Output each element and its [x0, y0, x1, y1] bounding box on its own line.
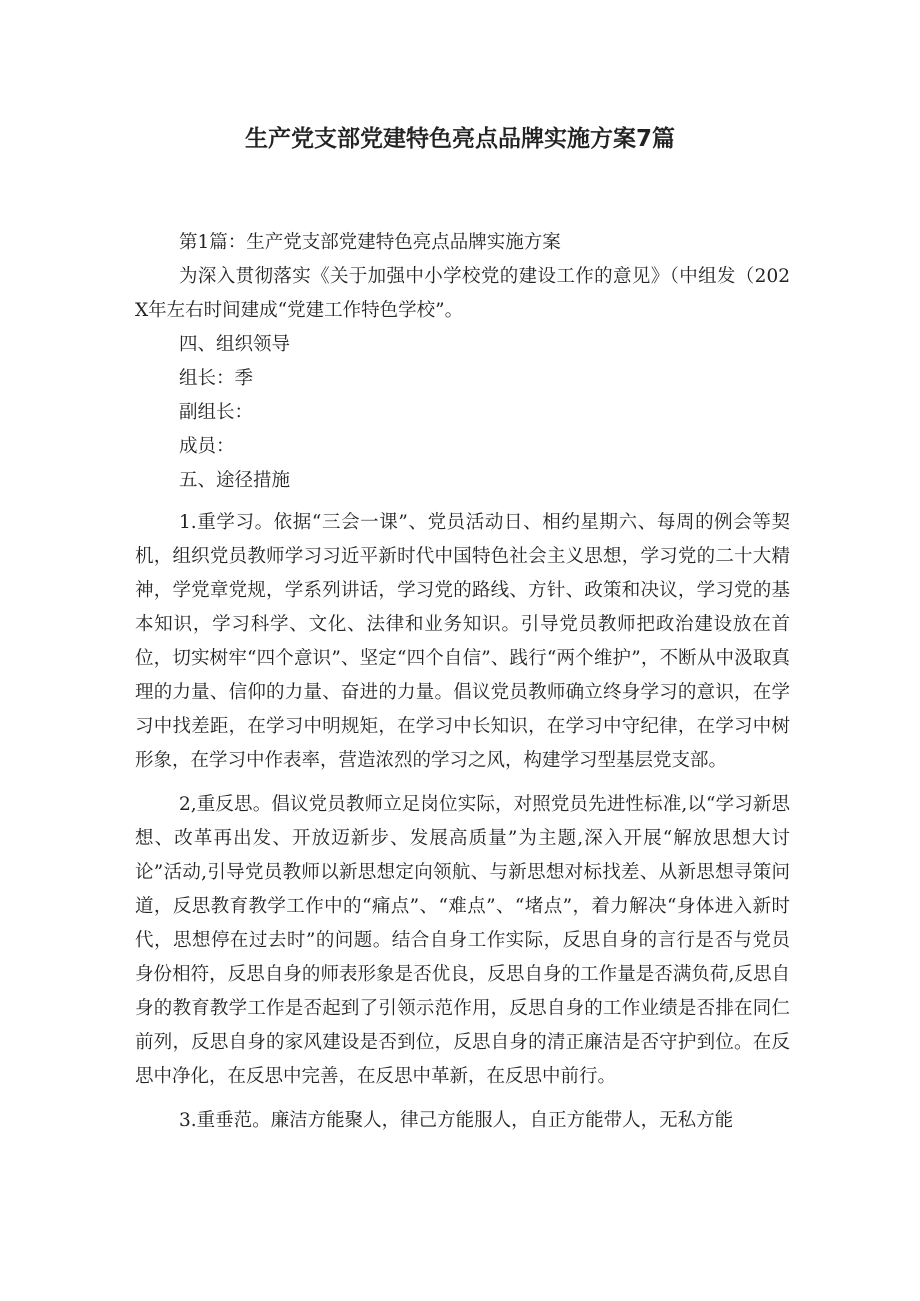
deputy-leader-line: 副组长： [179, 402, 254, 423]
section-heading-measures: 五、途径措施 [179, 470, 291, 491]
body-paragraph-intro: 为深入贯彻落实《关于加强中小学校党的建设工作的意见》（中组发（202X年左右时间建成“党建工作特色学校”。 [135, 266, 790, 321]
members-line: 成员： [179, 436, 235, 457]
body-paragraph-reflection: 2,重反思。倡议党员教师立足岗位实际，对照党员先进性标准,以“学习新思想、改革再出发、开放迈新步、发展高质量”为主题,深入开展“解放思想大讨论”活动,引导党员教师以新思想定向领航、与新思想对标找差、从新思想寻策问道，反思教育教学工作中的“痛点”、“难点”、“堵点”，着力解决“身体进入新时代，思想停在过去时”的问题。结合自身工作实际，反思自身的言行是否与党员身份相符，反思自身的师表形象是否优良，反思自身的工作量是否满负荷,反思自身的教育教学工作是否起到了引领示范作用，反思自身的工作业绩是否排在同仁前列，反思自身的家风建设是否到位，反思自身的清正廉洁是否守护到位。在反思中净化，在反思中完善，在反思中革新，在反思中前行。 [135, 794, 790, 1087]
leader-line: 组长：季 [179, 368, 254, 389]
body-paragraph-example: 3.重垂范。廉洁方能聚人，律己方能服人，自正方能带人，无私方能 [179, 1110, 734, 1131]
section-heading-organization: 四、组织领导 [179, 334, 291, 355]
body-paragraph-study: 1.重学习。依据“三会一课”、党员活动日、相约星期六、每周的例会等契机，组织党员教师学习习近平新时代中国特色社会主义思想，学习党的二十大精神，学党章党规，学系列讲话，学习党的路线、方针、政策和决议，学习党的基本知识，学习科学、文化、法律和业务知识。引导党员教师把政治建设放在首位，切实树牢“四个意识”、坚定“四个自信”、践行“两个维护”，不断从中汲取真理的力量、信仰的力量、奋进的力量。倡议党员教师确立终身学习的意识，在学习中找差距，在学习中明规矩，在学习中长知识，在学习中守纪律，在学习中树形象，在学习中作表率，营造浓烈的学习之风，构建学习型基层党支部。 [135, 512, 790, 771]
article-heading: 第1篇：生产党支部党建特色亮点品牌实施方案 [179, 232, 561, 253]
document-title: 生产党支部党建特色亮点品牌实施方案7篇 [244, 126, 675, 152]
document-body [135, 226, 790, 1138]
